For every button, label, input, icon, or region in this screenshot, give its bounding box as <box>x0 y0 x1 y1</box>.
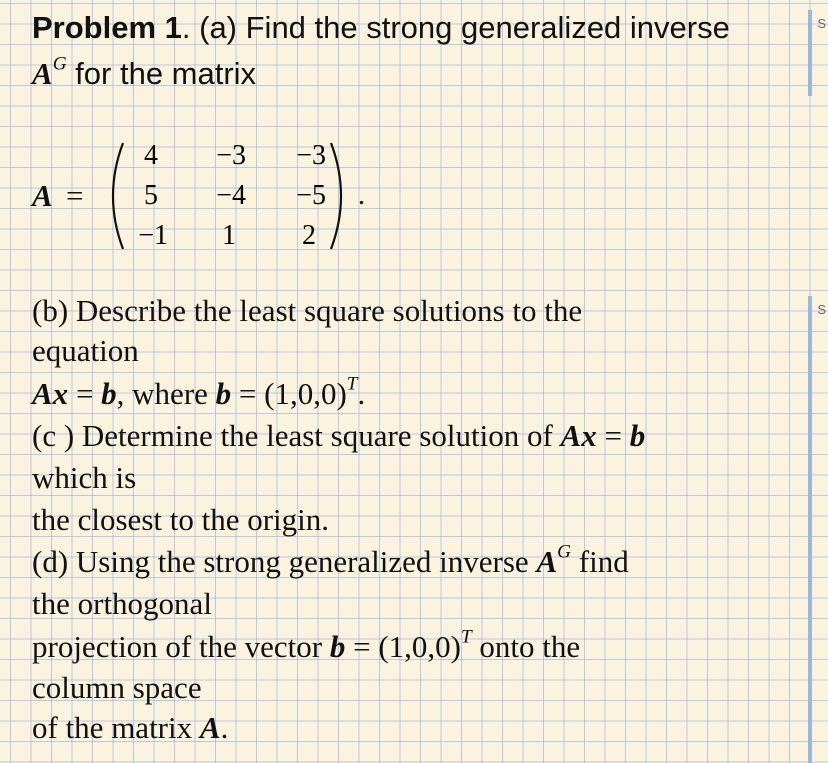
matrix-cell-r2c3: −5 <box>296 180 326 211</box>
part-c-line-2: which is <box>32 460 137 495</box>
problem-label: Problem 1 <box>32 10 182 45</box>
part-c-ax: Ax <box>560 418 597 453</box>
part-d-onto: onto the <box>471 629 581 664</box>
inverse-superscript: G <box>52 53 67 75</box>
problem-part-a-text: . (a) Find the strong generalized inverse <box>181 10 730 45</box>
part-b-b: b <box>101 376 117 411</box>
part-d-line-2: the orthogonal <box>32 586 212 621</box>
part-d-find: find <box>571 544 629 579</box>
part-b-transpose: T <box>346 373 358 395</box>
part-b-vector: = (1,0,0) <box>231 376 347 411</box>
problem-line-2 <box>32 53 257 92</box>
part-c-b: b <box>629 418 646 453</box>
part-d-line-4: column space <box>32 670 202 705</box>
part-d-line-3 <box>32 626 581 665</box>
matrix-equals: = <box>66 178 84 213</box>
part-c-line-1 <box>32 418 645 454</box>
part-d-text: (d) Using the strong generalized inverse <box>32 544 537 579</box>
sidebar-bar-top <box>808 10 812 96</box>
part-b-end: . <box>357 376 366 411</box>
part-b-equation <box>32 373 366 412</box>
part-d-end: . <box>220 710 229 745</box>
problem-line-2-text: for the matrix <box>66 56 257 91</box>
matrix-cell-r1c2: −3 <box>216 140 246 171</box>
part-b-where: , where <box>116 376 216 411</box>
matrix-cell-r3c2: 1 <box>222 220 236 251</box>
matrix-cell-r3c3: 2 <box>302 220 316 251</box>
part-b-b2: b <box>215 376 232 411</box>
problem-title-line <box>32 10 730 46</box>
part-b-line-2: equation <box>32 333 139 368</box>
matrix-cell-r2c2: −4 <box>216 180 246 211</box>
part-d-g: G <box>557 541 572 563</box>
sidebar-letter-mid: S <box>817 302 826 317</box>
matrix-name: A <box>32 178 53 213</box>
part-b-ax: Ax <box>32 376 69 411</box>
part-d-line-5 <box>32 710 228 746</box>
matrix-cell-r1c3: −3 <box>296 140 326 171</box>
part-b-line-1: (b) Describe the least square solutions to the <box>32 293 583 328</box>
part-d-proj-text: projection of the vector <box>32 629 330 664</box>
matrix-cell-r3c1: −1 <box>138 220 168 251</box>
part-c-text: (c ) Determine the least square solution of <box>32 418 561 453</box>
part-d-b: b <box>329 629 346 664</box>
matrix-end-punct: . <box>358 180 365 211</box>
part-d-a: A <box>536 544 558 579</box>
part-c-line-3: the closest to the origin. <box>32 502 330 537</box>
matrix-cell-r1c1: 4 <box>144 140 158 171</box>
part-d-transpose: T <box>460 626 472 648</box>
matrix-cell-r2c1: 5 <box>144 180 158 211</box>
matrix-right-paren <box>328 140 354 252</box>
part-d-line-1 <box>32 541 629 580</box>
part-d-matrix-text: of the matrix <box>32 710 200 745</box>
sidebar-letter-top: S <box>817 16 826 31</box>
inverse-symbol: A <box>32 56 53 91</box>
part-c-eq: = <box>596 418 630 453</box>
part-d-a2: A <box>199 710 221 745</box>
part-b-eq1: = <box>68 376 102 411</box>
sidebar-bar-bottom <box>808 296 812 763</box>
part-d-vector: = (1,0,0) <box>345 629 461 664</box>
